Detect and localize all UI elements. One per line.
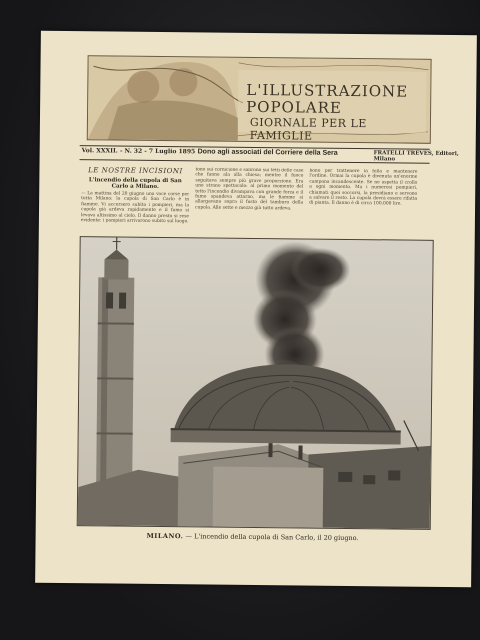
article-title: L'incendio della cupola di San Carlo a Milano. [88, 177, 182, 190]
masthead-subtitle: GIORNALE PER LE FAMIGLIE [249, 115, 367, 143]
masthead-title-line1: L'ILLUSTRAZIONE [246, 80, 409, 101]
caption-place: MILANO. [146, 531, 184, 541]
fire-illustration [77, 236, 434, 530]
photo-caption [77, 531, 429, 543]
article-text-col3: bono per trattenere la folla e mantenere l'ordine. Ormai la cupola è divenuta un'enorme campana incandescente. Se ne aspetta il crollo a ogni momento. Ma i numerosi pompieri, chiamati quei soccorsi, la presidiano e servono a salvare il resto. La cupola dovrà essere rifatta di pianta. Il danno è di circa 100,000 lire. [309, 168, 418, 207]
newspaper-page [35, 31, 477, 588]
article-text-col1: — La mattina del 20 giugno una voce corse per tutta Milano: la cupola di San Carlo è in fiamme. Vi accorsero subito i pompieri, ma la cupola già ardeva rapidamente e il fumo si levava altissimo al cielo. Il danno presto si rese evidente: i pompieri arrivarono subito sul luogo. [80, 191, 190, 225]
publisher-info: FRATELLI TREVES, Editori, Milano [373, 150, 459, 163]
article-column-3 [309, 169, 418, 240]
masthead-title-line2: POPOLARE [246, 97, 343, 117]
tagline: Dono agli associati del Corriere della Sera [197, 148, 338, 157]
caption-text: — L'incendio della cupola di San Carlo, il 20 giugno. [185, 532, 359, 543]
article-column-1 [81, 166, 190, 237]
dome-fire-engraving [78, 237, 433, 529]
section-heading: LE NOSTRE INCISIONI [88, 166, 183, 176]
masthead [87, 55, 432, 144]
issue-info: Vol. XXXII. - N. 32 - 7 Luglio 1895 [81, 147, 196, 156]
article-text-col2: tono sul cornicione e salirono sui tetti delle case che fanno ala alla chiesa; mentre il fuoco seguitava sempre più grave proporzione. Era uno strano spettacolo: al primo momento del tetto l'incendio divampava con grande forza e il fumo spandeva attorno, ma le fiamme si allargavano sopra il fusto del tamburo della cupola. Alle sette e mezzo già tutto ardeva. [195, 167, 304, 212]
article-column-2 [195, 167, 304, 238]
